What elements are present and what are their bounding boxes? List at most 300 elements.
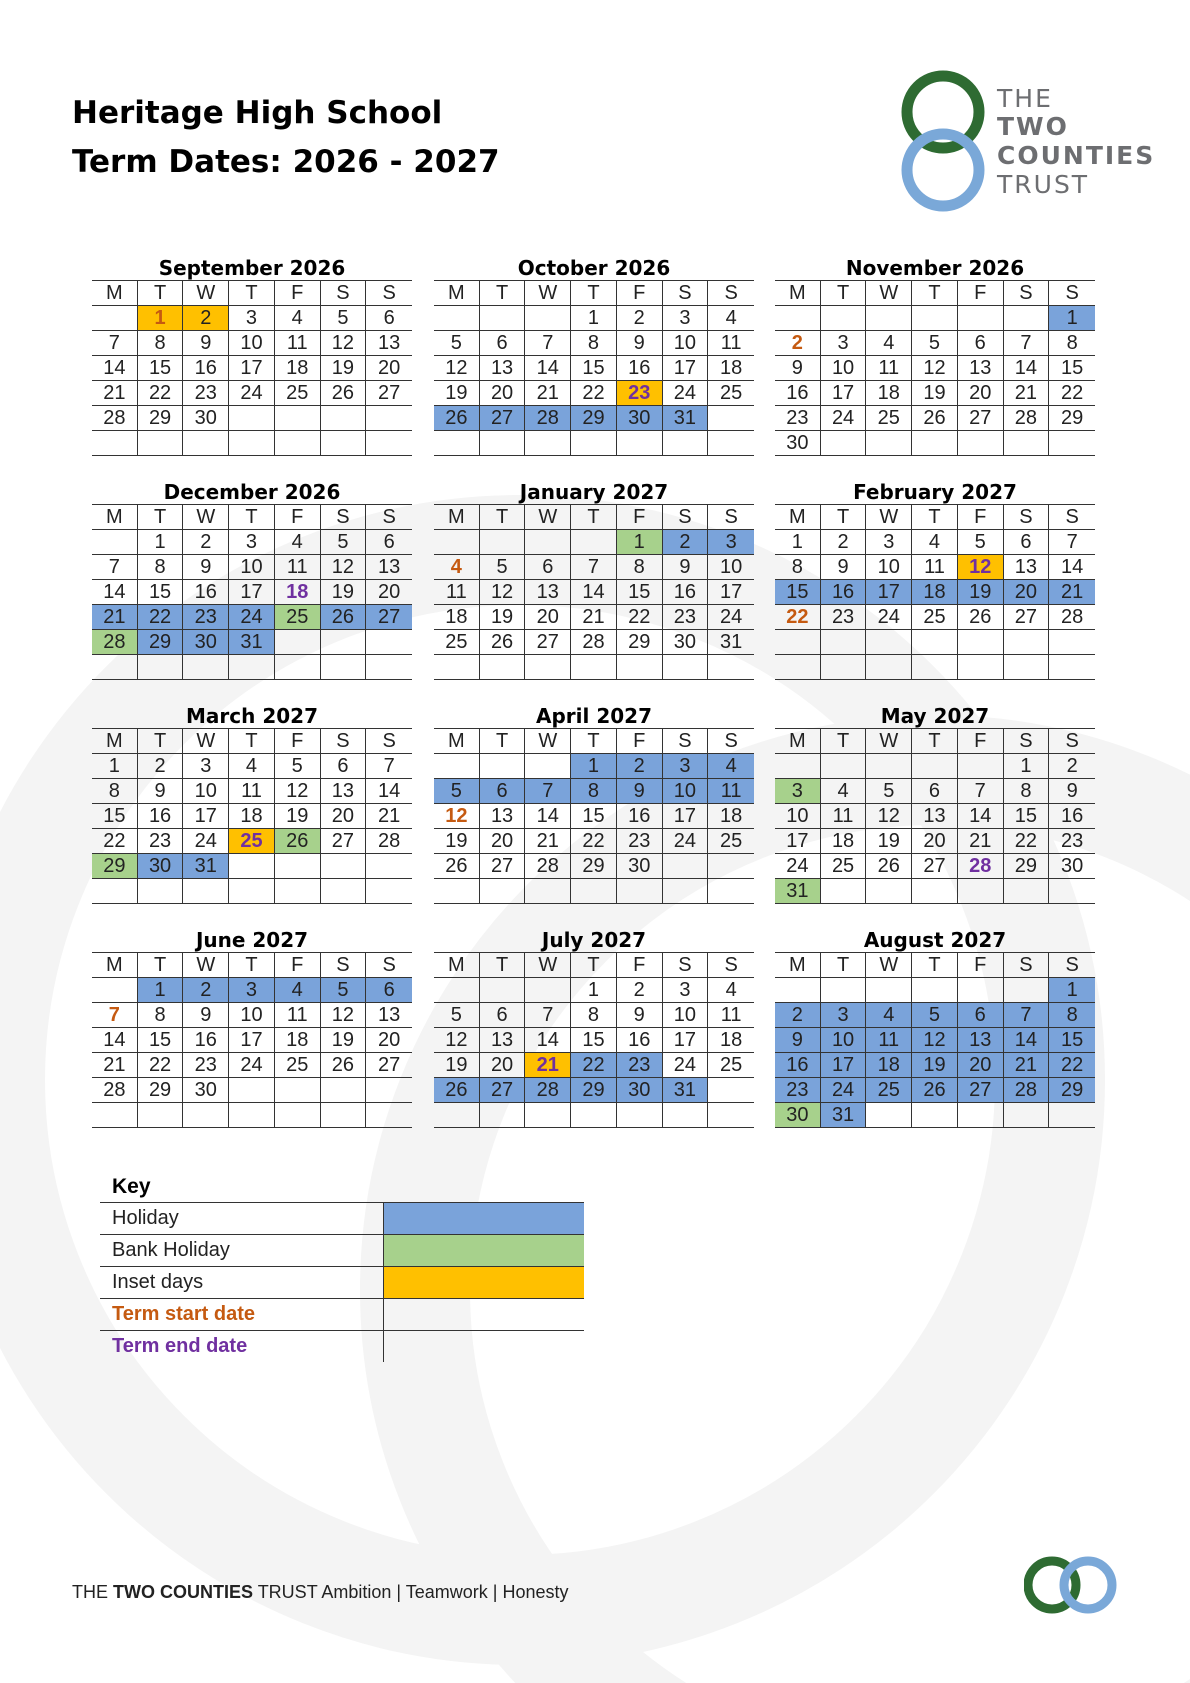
day-cell: 7 [92,1003,138,1028]
empty-cell [321,431,367,456]
weekday-header: S [1049,281,1095,306]
page-title: Term Dates: 2026 - 2027 [72,144,500,180]
day-cell: 4 [821,779,867,804]
empty-cell [866,978,912,1003]
empty-cell [821,655,867,680]
empty-cell [480,655,526,680]
day-cell: 26 [958,605,1004,630]
day-cell: 2 [775,331,821,356]
empty-cell [434,879,480,904]
day-cell: 24 [663,1053,709,1078]
empty-cell [92,306,138,331]
day-cell: 28 [958,854,1004,879]
day-cell: 28 [525,406,571,431]
day-cell: 17 [663,1028,709,1053]
weekday-header: T [138,729,184,754]
footer-prefix: THE [72,1582,114,1602]
day-cell: 21 [92,381,138,406]
day-cell: 2 [1049,754,1095,779]
day-cell: 27 [480,1078,526,1103]
weekday-header: F [617,281,663,306]
weekday-header: W [183,281,229,306]
key-row-holiday [100,1202,584,1234]
day-cell: 15 [138,580,184,605]
day-cell: 15 [138,356,184,381]
weekday-header: M [775,953,821,978]
empty-cell [321,879,367,904]
day-cell: 23 [617,381,663,406]
day-cell: 29 [92,854,138,879]
month-grid [434,952,754,1128]
weekday-header: S [366,505,412,530]
empty-cell [229,655,275,680]
day-cell: 24 [229,605,275,630]
day-cell: 16 [821,580,867,605]
day-cell: 26 [275,829,321,854]
day-cell: 8 [571,779,617,804]
weekday-header: M [434,729,480,754]
day-cell: 7 [525,1003,571,1028]
day-cell: 18 [708,804,754,829]
weekday-header: W [183,729,229,754]
empty-cell [138,431,184,456]
day-cell: 3 [775,779,821,804]
day-cell: 26 [434,1078,480,1103]
weekday-header: T [229,505,275,530]
day-cell: 3 [229,978,275,1003]
empty-cell [708,431,754,456]
weekday-header: M [775,505,821,530]
month-april-2027 [434,704,754,904]
day-cell: 22 [1049,381,1095,406]
weekday-header: M [434,281,480,306]
day-cell: 20 [480,381,526,406]
day-cell: 8 [775,555,821,580]
empty-cell [821,306,867,331]
day-cell: 14 [525,804,571,829]
empty-cell [183,655,229,680]
day-cell: 18 [275,580,321,605]
day-cell: 19 [321,580,367,605]
key-label-bank-holiday: Bank Holiday [100,1235,384,1266]
empty-cell [434,431,480,456]
day-cell: 19 [912,1053,958,1078]
day-cell: 10 [229,555,275,580]
empty-cell [912,978,958,1003]
weekday-header: T [571,953,617,978]
empty-cell [866,431,912,456]
weekday-header: S [1004,729,1050,754]
weekday-header: T [912,953,958,978]
day-cell: 10 [663,779,709,804]
day-cell: 7 [958,779,1004,804]
empty-cell [183,879,229,904]
key-swatch-term-end [384,1331,584,1362]
empty-cell [663,854,709,879]
trust-logo-mark [895,70,995,220]
day-cell: 12 [480,580,526,605]
day-cell: 18 [708,356,754,381]
day-cell: 26 [321,605,367,630]
empty-cell [138,655,184,680]
day-cell: 3 [229,306,275,331]
empty-cell [366,655,412,680]
day-cell: 14 [525,356,571,381]
empty-cell [434,530,480,555]
weekday-header: M [92,505,138,530]
day-cell: 19 [912,381,958,406]
day-cell: 23 [138,829,184,854]
weekday-header: M [775,729,821,754]
empty-cell [92,978,138,1003]
day-cell: 29 [571,406,617,431]
empty-cell [92,879,138,904]
day-cell: 5 [912,1003,958,1028]
day-cell: 7 [525,331,571,356]
day-cell: 17 [229,580,275,605]
day-cell: 23 [1049,829,1095,854]
empty-cell [1004,978,1050,1003]
day-cell: 15 [1049,356,1095,381]
day-cell: 27 [366,381,412,406]
day-cell: 10 [663,331,709,356]
month-august-2027 [775,928,1095,1128]
empty-cell [275,1078,321,1103]
month-title: August 2027 [863,928,1007,952]
day-cell: 19 [434,381,480,406]
empty-cell [366,1103,412,1128]
day-cell: 23 [617,829,663,854]
day-cell: 15 [571,356,617,381]
day-cell: 30 [617,854,663,879]
weekday-header: S [366,953,412,978]
empty-cell [775,630,821,655]
month-december-2026 [92,480,412,680]
weekday-header: T [138,281,184,306]
day-cell: 15 [571,804,617,829]
weekday-header: T [571,729,617,754]
day-cell: 30 [183,630,229,655]
empty-cell [480,754,526,779]
day-cell: 24 [663,829,709,854]
day-cell: 2 [617,754,663,779]
empty-cell [571,530,617,555]
day-cell: 12 [912,1028,958,1053]
day-cell: 2 [183,530,229,555]
day-cell: 29 [138,406,184,431]
day-cell: 2 [183,306,229,331]
day-cell: 1 [138,530,184,555]
day-cell: 18 [708,1028,754,1053]
day-cell: 31 [183,854,229,879]
empty-cell [708,406,754,431]
day-cell: 1 [571,978,617,1003]
day-cell: 29 [1049,1078,1095,1103]
day-cell: 10 [229,1003,275,1028]
month-title: June 2027 [195,928,309,952]
day-cell: 11 [821,804,867,829]
day-cell: 15 [775,580,821,605]
day-cell: 26 [321,1053,367,1078]
day-cell: 22 [617,605,663,630]
day-cell: 15 [1004,804,1050,829]
day-cell: 20 [1004,580,1050,605]
day-cell: 2 [138,754,184,779]
empty-cell [434,754,480,779]
day-cell: 11 [866,356,912,381]
day-cell: 12 [434,804,480,829]
day-cell: 27 [366,605,412,630]
day-cell: 19 [321,356,367,381]
empty-cell [92,530,138,555]
day-cell: 31 [821,1103,867,1128]
empty-cell [434,655,480,680]
day-cell: 29 [1049,406,1095,431]
day-cell: 28 [92,1078,138,1103]
empty-cell [571,655,617,680]
day-cell: 7 [92,555,138,580]
weekday-header: S [1004,281,1050,306]
day-cell: 13 [912,804,958,829]
day-cell: 24 [821,1078,867,1103]
empty-cell [1049,630,1095,655]
month-may-2027 [775,704,1095,904]
day-cell: 5 [480,555,526,580]
logo-line-the: THE [997,84,1053,113]
day-cell: 26 [912,1078,958,1103]
day-cell: 6 [480,1003,526,1028]
day-cell: 11 [708,1003,754,1028]
month-title: March 2027 [186,704,318,728]
day-cell: 16 [138,804,184,829]
empty-cell [434,306,480,331]
month-grid [92,952,412,1128]
day-cell: 30 [138,854,184,879]
month-grid [92,280,412,456]
day-cell: 20 [480,1053,526,1078]
day-cell: 4 [275,306,321,331]
day-cell: 29 [1004,854,1050,879]
day-cell: 25 [866,406,912,431]
day-cell: 5 [321,530,367,555]
day-cell: 16 [617,356,663,381]
day-cell: 27 [958,406,1004,431]
day-cell: 10 [708,555,754,580]
day-cell: 1 [775,530,821,555]
day-cell: 12 [434,356,480,381]
weekday-header: W [525,729,571,754]
day-cell: 31 [663,406,709,431]
empty-cell [1049,1103,1095,1128]
day-cell: 19 [480,605,526,630]
weekday-header: S [366,729,412,754]
day-cell: 5 [434,1003,480,1028]
empty-cell [525,655,571,680]
weekday-header: T [229,953,275,978]
empty-cell [229,854,275,879]
empty-cell [434,978,480,1003]
empty-cell [321,1103,367,1128]
day-cell: 6 [1004,530,1050,555]
day-cell: 8 [92,779,138,804]
empty-cell [571,431,617,456]
day-cell: 5 [958,530,1004,555]
day-cell: 14 [92,356,138,381]
empty-cell [1004,655,1050,680]
day-cell: 19 [866,829,912,854]
day-cell: 22 [571,829,617,854]
day-cell: 7 [92,331,138,356]
empty-cell [1004,306,1050,331]
day-cell: 25 [275,605,321,630]
day-cell: 3 [229,530,275,555]
day-cell: 29 [617,630,663,655]
empty-cell [1004,431,1050,456]
month-title: April 2027 [536,704,652,728]
empty-cell [617,1103,663,1128]
day-cell: 17 [708,580,754,605]
month-grid [92,504,412,680]
weekday-header: W [866,281,912,306]
weekday-header: M [434,505,480,530]
day-cell: 4 [912,530,958,555]
day-cell: 13 [366,1003,412,1028]
day-cell: 14 [1049,555,1095,580]
weekday-header: T [912,505,958,530]
day-cell: 12 [912,356,958,381]
day-cell: 3 [663,306,709,331]
day-cell: 25 [275,381,321,406]
empty-cell [480,431,526,456]
weekday-header: M [92,953,138,978]
day-cell: 17 [775,829,821,854]
empty-cell [958,754,1004,779]
empty-cell [275,431,321,456]
empty-cell [480,530,526,555]
day-cell: 21 [92,1053,138,1078]
day-cell: 9 [775,1028,821,1053]
weekday-header: S [321,729,367,754]
day-cell: 15 [571,1028,617,1053]
day-cell: 2 [617,978,663,1003]
key-swatch-inset [384,1267,584,1298]
weekday-header: T [480,281,526,306]
day-cell: 7 [571,555,617,580]
day-cell: 24 [663,381,709,406]
day-cell: 13 [321,779,367,804]
day-cell: 4 [866,331,912,356]
day-cell: 30 [775,1103,821,1128]
day-cell: 24 [229,381,275,406]
day-cell: 4 [708,754,754,779]
day-cell: 25 [275,1053,321,1078]
day-cell: 10 [663,1003,709,1028]
empty-cell [775,754,821,779]
empty-cell [912,1103,958,1128]
day-cell: 12 [434,1028,480,1053]
empty-cell [229,406,275,431]
day-cell: 12 [958,555,1004,580]
day-cell: 31 [775,879,821,904]
weekday-header: S [1004,953,1050,978]
day-cell: 24 [821,406,867,431]
day-cell: 21 [525,381,571,406]
empty-cell [321,406,367,431]
empty-cell [480,306,526,331]
weekday-header: F [617,953,663,978]
empty-cell [912,879,958,904]
day-cell: 5 [321,978,367,1003]
empty-cell [183,1103,229,1128]
month-grid [434,504,754,680]
day-cell: 14 [92,1028,138,1053]
empty-cell [958,655,1004,680]
day-cell: 22 [138,1053,184,1078]
key-label-term-end: Term end date [100,1331,384,1362]
empty-cell [663,1103,709,1128]
day-cell: 1 [138,306,184,331]
day-cell: 28 [366,829,412,854]
day-cell: 25 [708,381,754,406]
empty-cell [821,431,867,456]
day-cell: 9 [138,779,184,804]
month-june-2027 [92,928,412,1128]
day-cell: 25 [434,630,480,655]
day-cell: 14 [525,1028,571,1053]
day-cell: 6 [912,779,958,804]
day-cell: 9 [617,779,663,804]
weekday-header: S [321,281,367,306]
day-cell: 24 [708,605,754,630]
day-cell: 6 [366,306,412,331]
day-cell: 17 [183,804,229,829]
weekday-header: W [525,505,571,530]
weekday-header: T [821,281,867,306]
empty-cell [708,879,754,904]
empty-cell [958,879,1004,904]
day-cell: 13 [480,356,526,381]
empty-cell [366,854,412,879]
day-cell: 4 [275,978,321,1003]
day-cell: 26 [434,406,480,431]
empty-cell [1004,879,1050,904]
day-cell: 8 [571,331,617,356]
weekday-header: T [480,505,526,530]
day-cell: 3 [821,1003,867,1028]
day-cell: 31 [708,630,754,655]
day-cell: 14 [1004,1028,1050,1053]
empty-cell [958,431,1004,456]
key-row-bank-holiday [100,1234,584,1266]
weekday-header: T [480,953,526,978]
key-label-holiday: Holiday [100,1203,384,1234]
empty-cell [866,655,912,680]
day-cell: 1 [571,754,617,779]
day-cell: 14 [1004,356,1050,381]
day-cell: 1 [1049,306,1095,331]
empty-cell [138,1103,184,1128]
month-title: September 2026 [158,256,346,280]
day-cell: 9 [183,1003,229,1028]
day-cell: 17 [821,1053,867,1078]
day-cell: 8 [1049,1003,1095,1028]
day-cell: 26 [480,630,526,655]
weekday-header: W [866,953,912,978]
day-cell: 27 [958,1078,1004,1103]
day-cell: 7 [366,754,412,779]
day-cell: 16 [775,1053,821,1078]
day-cell: 28 [571,630,617,655]
